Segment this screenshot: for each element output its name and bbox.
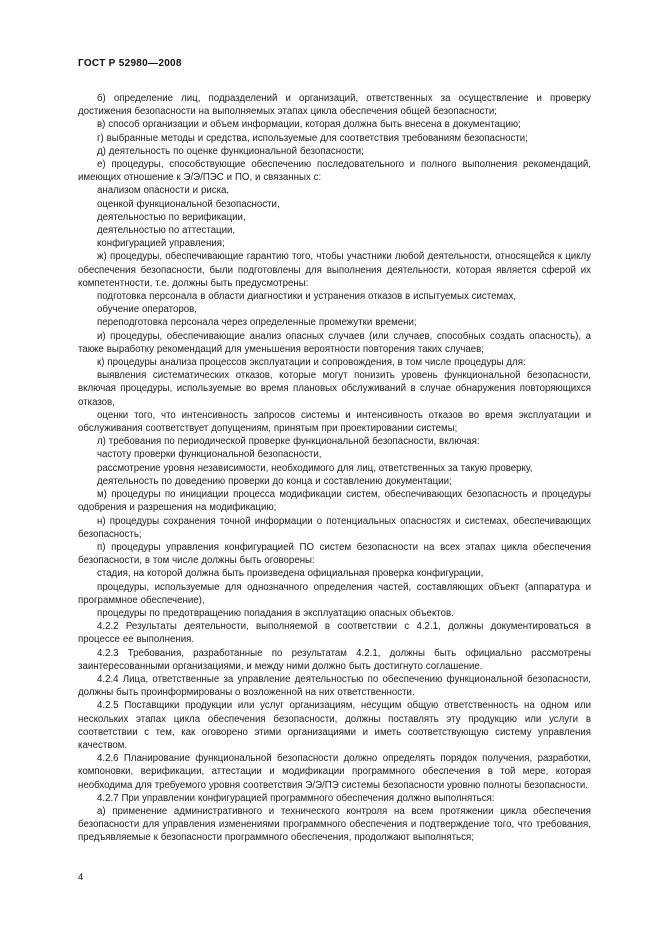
paragraph: 4.2.6 Планирование функциональной безопасности должно определять порядок получения, разработки, компоновки, верификации, аттестации и модификации программного обеспечения в той мере, которая необходима для требуемого уровня соответствия Э/Э/ПЭ системы безопасности уровню полноты безопасности. — [78, 753, 591, 791]
paragraph: 4.2.3 Требования, разработанные по результатам 4.2.1, должны быть официально рассмотрены заинтересованными организациями, и между ними должно быть достигнуто соглашение. — [78, 647, 591, 672]
document-header: ГОСТ Р 52980—2008 — [78, 58, 182, 69]
page-number: 4 — [78, 872, 84, 883]
paragraph: п) процедуры управления конфигурацией ПО систем безопасности на всех этапах цикла обеспечения безопасности, в том числе должны быть оговорены: — [78, 541, 591, 567]
paragraph: и) процедуры, обеспечивающие анализ опасных случаев (или случаев, способных создать опасность), а также выработку рекомендаций для уменьшения вероятности повторения таких случаев; — [78, 330, 591, 355]
paragraph: оценки того, что интенсивность запросов системы и интенсивность отказов во время эксплуатации и обслуживания соответствует допущениям, принятым при проектировании системы; — [78, 409, 591, 435]
paragraph: е) процедуры, способствующие обеспечению последовательного и полного выполнения рекомендаций, имеющих отношение к Э/Э/ПЭС и ПО, и связанных с: — [78, 159, 591, 184]
paragraph: рассмотрение уровня независимости, необходимого для лиц, ответственных за такую проверку, — [97, 462, 533, 474]
paragraph: анализом опасности и риска, — [97, 185, 230, 197]
paragraph: 4.2.5 Поставщики продукции или услуг организациям, несущим общую ответственность на одном или нескольких этапах цикла обеспечения безопасности, должны поставлять эту продукцию или услуги в соответствии с тем, как оговорено этими организациями и иметь соответствующую систему управления качеством. — [78, 700, 591, 751]
paragraph: стадия, на которой должна быть произведена официальная проверка конфигурации, — [97, 568, 484, 580]
paragraph: деятельностью по верификации, — [97, 211, 246, 223]
paragraph: а) применение административного и технического контроля на всем протяжении цикла обеспечения безопасности для управления изменениями программного обеспечения и подтверждение того, что требования, предъявляемые к безопасности программного обеспечения, продолжают выполняться; — [78, 805, 591, 844]
paragraph: деятельность по доведению проверки до конца и составлению документации; — [97, 475, 452, 487]
paragraph: оценкой функциональной безопасности, — [97, 198, 280, 210]
paragraph: процедуры по предотвращению попадания в эксплуатацию опасных объектов. — [97, 607, 454, 619]
paragraph: подготовка персонала в области диагностики и устранения отказов в испытуемых системах, — [97, 291, 517, 303]
paragraph: 4.2.2 Результаты деятельности, выполняемой в соответствии с 4.2.1, должны документироваться в процессе ее выполнения. — [78, 621, 591, 646]
paragraph: б) определение лиц, подразделений и организаций, ответственных за осуществление и проверку достижения безопасности на выполняемых этапах цикла обеспечения общей безопасности; — [78, 93, 591, 118]
paragraph: в) способ организации и объем информации, которая должна быть внесена в документацию; — [97, 119, 521, 131]
paragraph: переподготовка персонала через определенные промежутки времени; — [97, 317, 417, 329]
paragraph: частоту проверки функциональной безопасности, — [97, 449, 322, 461]
paragraph: д) деятельность по оценке функциональной безопасности; — [97, 145, 364, 157]
paragraph: процедуры, используемые для однозначного определения частей, составляющих объект (аппаратура и программное обеспечение), — [78, 581, 591, 606]
paragraph: выявления систематических отказов, которые могут понизить уровень функциональной безопасности, включая процедуры, используемые во время плановых обслуживаний в случае обнаружения повторяющихся отказов, — [78, 370, 591, 408]
document-content — [78, 92, 591, 845]
paragraph: обучение операторов, — [97, 304, 197, 316]
paragraph: к) процедуры анализа процессов эксплуатации и сопровождения, в том числе процедуры для: — [97, 357, 526, 369]
paragraph: 4.2.7 При управлении конфигурацией программного обеспечения должно выполняться: — [97, 792, 495, 804]
paragraph: л) требования по периодической проверке функциональной безопасности, включая: — [97, 436, 480, 448]
paragraph: г) выбранные методы и средства, используемые для соответствия требованиям безопасности; — [97, 132, 528, 144]
paragraph: 4.2.4 Лица, ответственные за управление деятельностью по обеспечению функциональной безопасности, должны быть проинформированы о возложенной на них ответственности. — [78, 673, 591, 699]
paragraph: ж) процедуры, обеспечивающие гарантию того, чтобы участники любой деятельности, относящейся к циклу обеспечения безопасности, были подготовлены для выполнения деятельности, которая является сферой их компетентности, т.е. должны быть предусмотрены: — [78, 251, 591, 289]
paragraph: н) процедуры сохранения точной информации о потенциальных опасностях и системах, обеспечивающих безопасность; — [78, 515, 591, 540]
paragraph: конфигурацией управления; — [97, 238, 225, 250]
paragraph: м) процедуры по инициации процесса модификации систем, обеспечивающих безопасность и процедуры одобрения и разрешения на модификацию; — [78, 489, 591, 514]
paragraph: деятельностью по аттестации, — [97, 225, 236, 237]
